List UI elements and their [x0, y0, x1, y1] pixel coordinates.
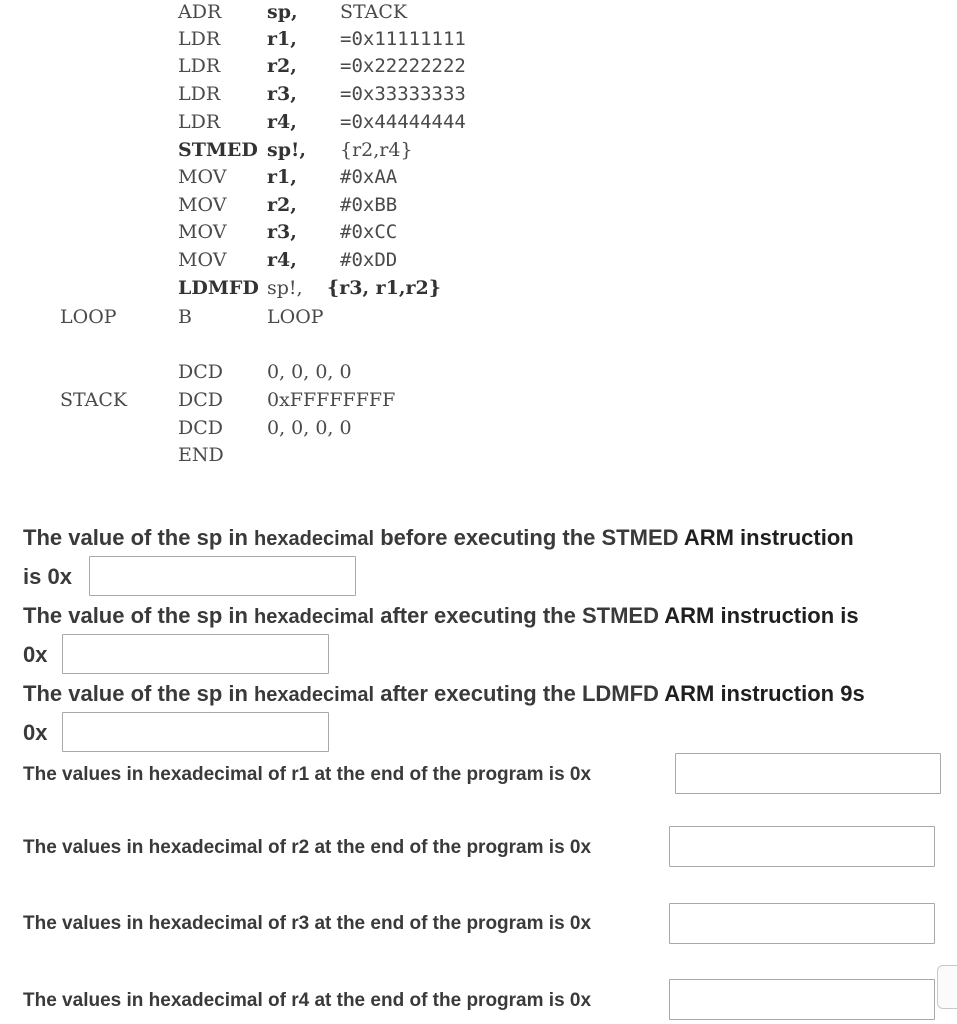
sp-before-stmed-input[interactable]: [89, 556, 356, 596]
code-op: B: [178, 306, 192, 328]
code-arg: r3,: [267, 83, 297, 105]
code-op: END: [178, 444, 224, 466]
code-arg: 0, 0, 0, 0: [267, 417, 352, 439]
code-arg: sp,: [267, 1, 298, 23]
code-op: MOV: [178, 249, 227, 271]
code-arg: LOOP: [267, 306, 324, 328]
r2-value-input[interactable]: [669, 826, 935, 867]
code-arg: #0xDD: [340, 249, 398, 271]
code-op: LDR: [178, 83, 221, 105]
code-arg: r2,: [267, 194, 297, 216]
code-op: MOV: [178, 166, 227, 188]
code-op: DCD: [178, 361, 224, 383]
question-line-prefix: is 0x: [23, 564, 72, 589]
code-op: DCD: [178, 389, 224, 411]
code-op: DCD: [178, 417, 224, 439]
code-arg: r1,: [267, 28, 297, 50]
r1-value-input[interactable]: [675, 753, 941, 794]
code-arg: #0xAA: [340, 166, 398, 188]
code-arg: 0, 0, 0, 0: [267, 361, 352, 383]
question-sp-before-stmed: The value of the sp in hexadecimal before executing the STMED ARM instruction: [23, 525, 854, 550]
code-arg: sp!,: [267, 139, 306, 161]
code-arg: r4,: [267, 111, 297, 133]
question-sp-after-ldmfd: The value of the sp in hexadecimal after executing the LDMFD ARM instruction 9s: [23, 681, 865, 706]
code-op: LDR: [178, 55, 221, 77]
code-arg: #0xBB: [340, 194, 398, 216]
code-arg: #0xCC: [340, 221, 398, 243]
code-op: ADR: [178, 1, 222, 23]
question-line-prefix: 0x: [23, 720, 48, 745]
code-arg: sp!,: [267, 277, 303, 299]
code-op: LDMFD: [178, 277, 259, 299]
code-label: LOOP: [60, 306, 117, 328]
question-r1: The values in hexadecimal of r1 at the end of the program is 0x: [23, 764, 592, 785]
scroll-widget[interactable]: [937, 965, 957, 1009]
code-arg: r1,: [267, 166, 297, 188]
code-arg: r2,: [267, 55, 297, 77]
sp-after-stmed-input[interactable]: [62, 634, 329, 674]
code-arg: STACK: [340, 1, 408, 23]
question-r4: The values in hexadecimal of r4 at the end of the program is 0x: [23, 990, 592, 1011]
question-line-prefix: 0x: [23, 642, 48, 667]
code-arg: 0xFFFFFFFF: [267, 389, 396, 411]
question-r3: The values in hexadecimal of r3 at the end of the program is 0x: [23, 913, 592, 934]
code-label: STACK: [60, 389, 128, 411]
code-arg: =0x44444444: [340, 111, 466, 133]
code-arg: r4,: [267, 249, 297, 271]
question-sp-after-stmed: The value of the sp in hexadecimal after executing the STMED ARM instruction is: [23, 603, 859, 628]
question-r2: The values in hexadecimal of r2 at the end of the program is 0x: [23, 837, 592, 858]
assembly-code-listing: [0, 0, 957, 480]
code-op: LDR: [178, 28, 221, 50]
code-arg: {r2,r4}: [340, 139, 413, 161]
sp-after-ldmfd-input[interactable]: [62, 712, 329, 752]
r4-value-input[interactable]: [669, 979, 935, 1020]
code-op: STMED: [178, 139, 258, 161]
code-arg: =0x33333333: [340, 83, 466, 105]
code-op: LDR: [178, 111, 221, 133]
code-op: MOV: [178, 221, 227, 243]
code-arg: =0x11111111: [340, 28, 466, 50]
r3-value-input[interactable]: [669, 903, 935, 944]
code-arg: {r3, r1,r2}: [327, 277, 441, 299]
code-arg: r3,: [267, 221, 297, 243]
code-arg: =0x22222222: [340, 55, 466, 77]
code-op: MOV: [178, 194, 227, 216]
